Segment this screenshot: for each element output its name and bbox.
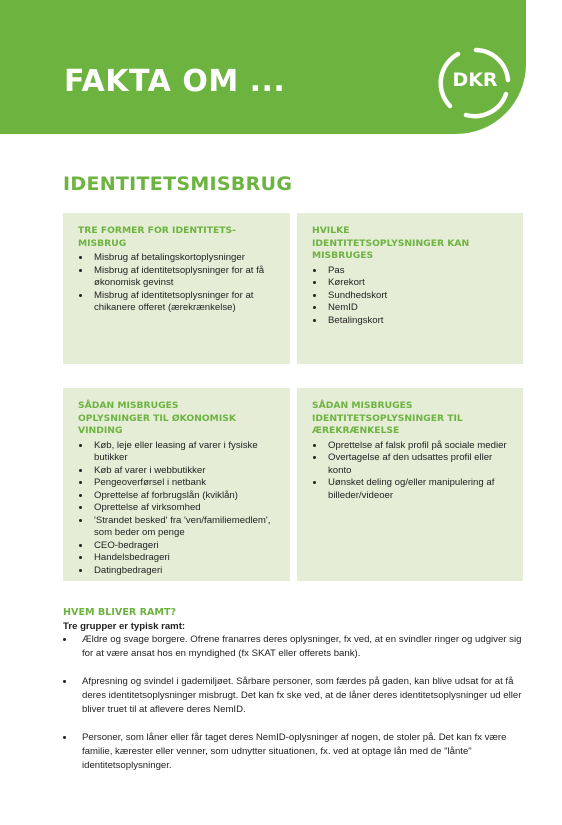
list-item: • Misbrug af identitetsoplysninger for at få økonomisk gevinst [91,265,278,290]
list-item: • Køb, leje eller leasing af varer i fysiske butikker [91,440,278,465]
list-item: • Oprettelse af forbrugslån (kviklån) [91,490,278,503]
list-item: • Køb af varer i webbutikker [91,465,278,478]
bullet-list [78,440,278,578]
box-title: HVILKE IDENTITETSOPLYSNINGER KAN MISBRUGES [312,225,470,261]
box-defamation-misuse [297,388,523,581]
list-item: • Overtagelse af den udsattes profil eller konto [325,452,511,477]
box-title: SÅDAN MISBRUGES OPLYSNINGER TIL ØKONOMISK VINDING [78,400,236,436]
list-item: • Misbrug af identitetsoplysninger for at chikanere offeret (ærekrænkelse) [91,290,278,315]
box-title: TRE FORMER FOR IDENTITETS-MISBRUG [78,225,236,249]
box-forms [63,213,290,364]
list-item: • NemID [325,302,511,315]
bullet-list [312,265,511,328]
page-title: IDENTITETSMISBRUG [63,173,293,195]
list-item: • Sundhedskort [325,290,511,303]
section-heading: HVEM BLIVER RAMT? [63,607,177,618]
list-item: • 'Strandet besked' fra 'ven/familiemedlem', som beder om penge [91,515,278,540]
list-item: • Oprettelse af virksomhed [91,502,278,515]
list-item: • Misbrug af betalingskortoplysninger [91,252,278,265]
list-item: • Uønsket deling og/eller manipulering af billeder/videoer [325,477,511,502]
dkr-logo [436,44,514,122]
list-item: • Personer, som låner eller får taget deres NemID-oplysninger af nogen, de stoler på. Det kan fx være familie, kærester eller venner, som udnytter situationen, fx. ved at optage lån med de "lånte" identitetsoplysninger. [75,731,523,773]
bullet-list [78,252,278,315]
list-item: • Pengeoverførsel i netbank [91,477,278,490]
header-title: FAKTA OM ... [64,64,286,99]
list-item: • Handelsbedrageri [91,552,278,565]
who-section [63,606,523,787]
logo-text: DKR [452,69,498,91]
header-banner [0,0,526,134]
bullet-list [63,633,523,773]
list-item: • Kørekort [325,277,511,290]
list-item: • Pas [325,265,511,278]
list-item: • Oprettelse af falsk profil på sociale medier [325,440,511,453]
section-subheading: Tre grupper er typisk ramt: [63,621,186,632]
list-item: • Betalingskort [325,315,511,328]
bullet-list [312,440,511,503]
box-title: SÅDAN MISBRUGES IDENTITETSOPLYSNINGER TIL ÆREKRÆNKELSE [312,400,463,436]
list-item: • CEO-bedrageri [91,540,278,553]
list-item: • Afpresning og svindel i gademiljøet. Sårbare personer, som færdes på gaden, kan blive udsat for at få deres identitetsoplysninger misbrugt. Det kan fx ske ved, at de låner deres identitetsoplysninger ud eller bliver truet til at aflevere deres NemID. [75,675,523,717]
box-info-types [297,213,523,364]
list-item: • Datingbedrageri [91,565,278,578]
list-item: • Ældre og svage borgere. Ofrene franarres deres oplysninger, fx ved, at en svindler ringer og udgiver sig for at være ansat hos en myndighed (fx SKAT eller offerets bank). [75,633,523,661]
box-economic-misuse [63,388,290,581]
